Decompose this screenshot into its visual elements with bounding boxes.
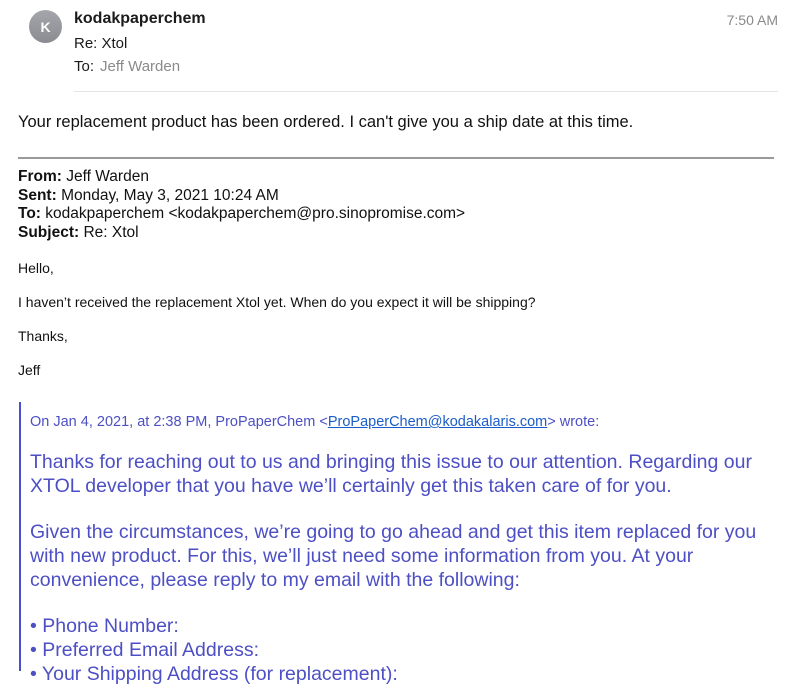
- message-subject: Re: Xtol: [74, 35, 128, 52]
- fwd-to-row: [18, 205, 465, 224]
- fwd-sent-label: Sent:: [18, 186, 57, 204]
- fwd-paragraph: Hello,: [18, 260, 54, 276]
- fwd-paragraph: Thanks,: [18, 328, 68, 344]
- reply-body: Your replacement product has been ordered. I can't give you a ship date at this time.: [18, 113, 634, 131]
- message-header: [0, 0, 800, 92]
- quote-attribution-prefix: On Jan 4, 2021, at 2:38 PM, ProPaperChem <: [30, 414, 328, 430]
- quote-bullet-list: [30, 614, 398, 686]
- to-label: To:: [74, 58, 95, 75]
- fwd-subject-value: Re: Xtol: [83, 223, 139, 241]
- fwd-subject-row: [18, 224, 465, 243]
- quote-email-link[interactable]: ProPaperChem@kodakalaris.com: [327, 414, 548, 430]
- quote-attribution-suffix: > wrote:: [547, 414, 600, 430]
- recipient-row: [74, 58, 180, 75]
- forward-separator: [18, 157, 774, 159]
- recipient-name[interactable]: Jeff Warden: [100, 58, 181, 75]
- quote-paragraph: Given the circumstances, we’re going to go ahead and get this item replaced for you with new product. For this, we’ll just need some information from you. At your convenience, please reply to my email with the following:: [30, 521, 757, 591]
- quoted-message: [19, 402, 800, 685]
- bullet-item: • Preferred Email Address:: [30, 639, 260, 661]
- fwd-to-label: To:: [18, 205, 41, 222]
- fwd-from-row: [18, 168, 465, 187]
- fwd-subject-label: Subject:: [18, 223, 80, 241]
- fwd-from-label: From:: [18, 168, 62, 185]
- bullet-item: • Phone Number:: [30, 615, 179, 637]
- fwd-from-value: Jeff Warden: [66, 168, 149, 185]
- quote-attribution: [30, 414, 599, 430]
- fwd-sent-value: Monday, May 3, 2021 10:24 AM: [61, 186, 279, 204]
- fwd-paragraph: I haven’t received the replacement Xtol yet. When do you expect it will be shipping?: [18, 294, 536, 310]
- sender-name[interactable]: kodakpaperchem: [74, 10, 206, 27]
- header-divider: [74, 91, 778, 92]
- forwarded-headers: [18, 168, 465, 242]
- fwd-to-value: kodakpaperchem <kodakpaperchem@pro.sinopromise.com>: [45, 205, 466, 222]
- bullet-item: • Your Shipping Address (for replacement):: [30, 663, 398, 685]
- quote-paragraph: Thanks for reaching out to us and bringing this issue to our attention. Regarding our XTOL developer that you have we’ll certainly get this taken care of for you.: [30, 451, 752, 497]
- message-time: 7:50 AM: [726, 12, 778, 28]
- sender-avatar[interactable]: K: [29, 10, 62, 43]
- fwd-sent-row: [18, 187, 465, 206]
- fwd-paragraph: Jeff: [18, 362, 41, 378]
